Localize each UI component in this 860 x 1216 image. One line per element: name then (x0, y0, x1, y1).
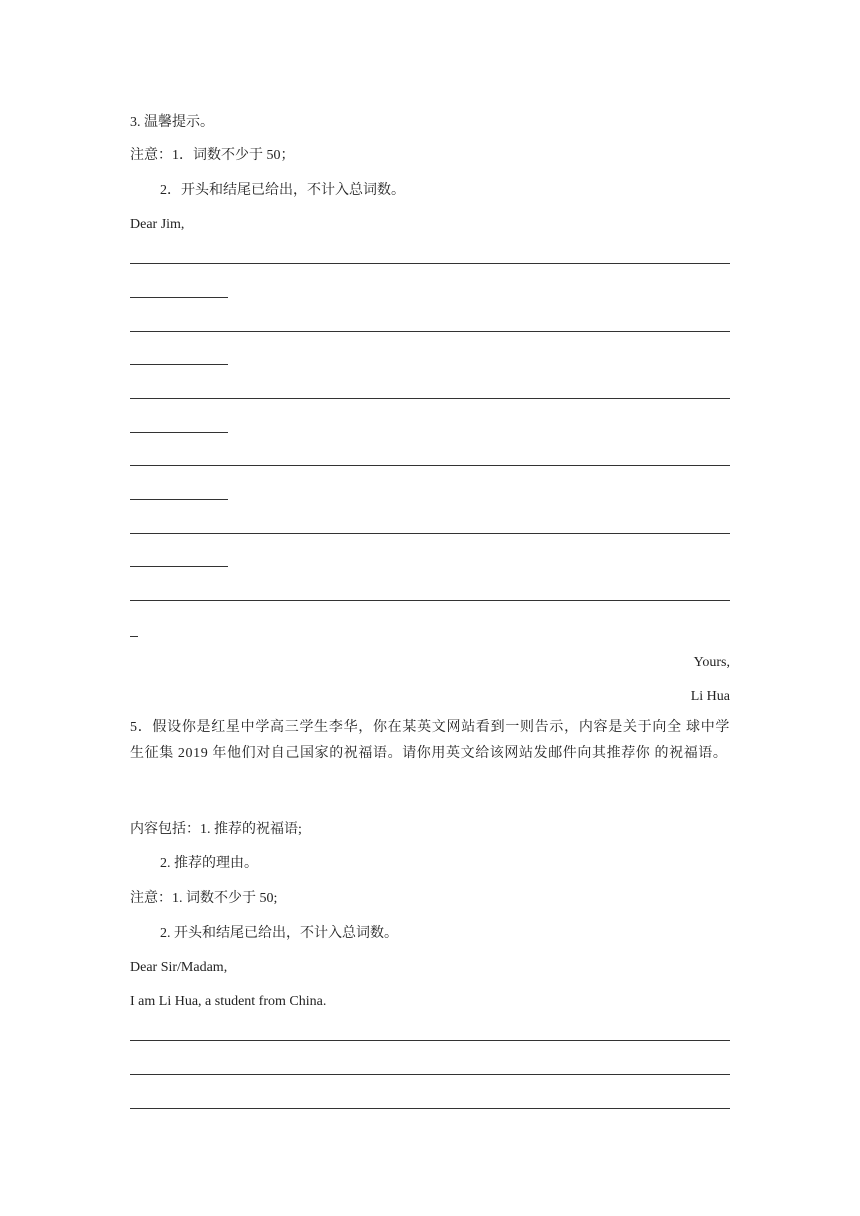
q5-note-2: 2. 开头和结尾已给出，不计入总词数。 (160, 926, 398, 941)
writing-line (130, 600, 730, 601)
q3-closing: Yours, (693, 655, 730, 670)
writing-line (130, 533, 730, 534)
q3-heading: 3. 温馨提示。 (130, 115, 214, 130)
writing-line (130, 1108, 730, 1109)
writing-line (130, 263, 730, 264)
writing-line (130, 398, 730, 399)
q5-prompt: 5．假设你是红星中学高三学生李华，你在某英文网站看到一则告示，内容是关于向全 球中学生征集 2019 年他们对自己国家的祝福语。请你用英文给该网站发邮件向其推荐你 的祝福语。 (130, 720, 730, 761)
writing-line (130, 331, 730, 332)
q5-opening-line: I am Li Hua, a student from China. (130, 994, 327, 1009)
q3-greeting: Dear Jim, (130, 217, 185, 232)
writing-line-short (130, 364, 228, 365)
writing-line-short (130, 499, 228, 500)
writing-line (130, 465, 730, 466)
q3-note-2: 2．开头和结尾已给出，不计入总词数。 (160, 183, 405, 198)
q5-content-item-2: 2. 推荐的理由。 (160, 856, 258, 871)
writing-line-short (130, 566, 228, 567)
writing-line-short (130, 297, 228, 298)
q5-note-1: 注意：1. 词数不少于 50; (130, 891, 278, 906)
q3-signature: Li Hua (690, 689, 730, 704)
q5-content-label: 内容包括：1. 推荐的祝福语; (130, 822, 302, 837)
writing-line-short (130, 432, 228, 433)
writing-line (130, 1040, 730, 1041)
q5-greeting: Dear Sir/Madam, (130, 960, 228, 975)
writing-line (130, 1074, 730, 1075)
q3-note-1: 注意：1．词数不少于 50； (130, 148, 295, 163)
writing-line-end (130, 636, 138, 637)
